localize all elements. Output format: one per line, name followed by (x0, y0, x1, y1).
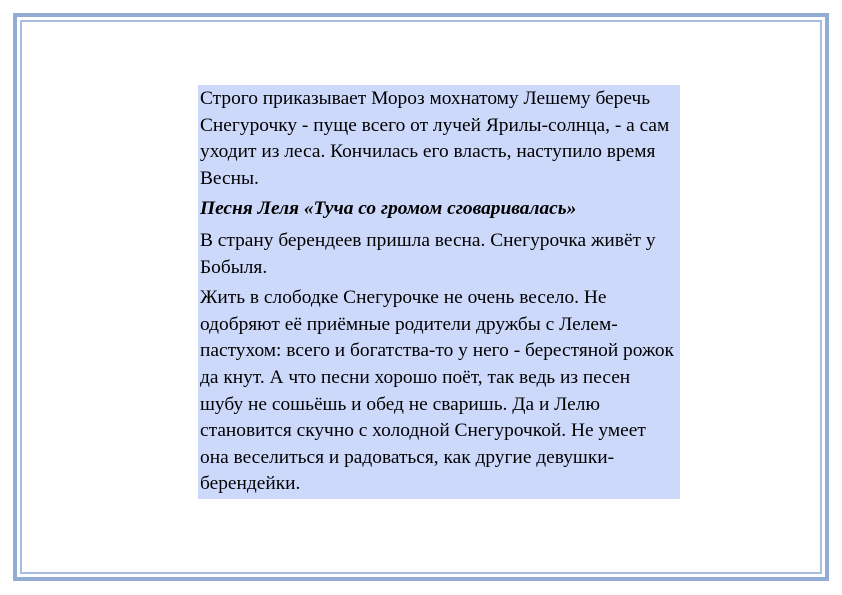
song-heading: Песня Леля «Туча со громом сговаривалась» (200, 198, 577, 220)
paragraph-sloboda: Жить в слободке Снегурочке не очень весело. Не одобряют её приёмные родители дружбы с Лелем-пастухом: всего и богатства-то у него - берестяной рожок да кнут. А что песни хорошо поёт, так ведь из песен шубу не сошьёшь и обед не сваришь. Да и Лелю становится скучно с холодной Снегурочкой. Не умеет она веселиться и радоваться, как другие девушки-берендейки. (200, 287, 674, 495)
text-block (198, 85, 680, 499)
paragraph-spring: В страну берендеев пришла весна. Снегурочка живёт у Бобыля. (200, 229, 656, 278)
paragraph-moroz: Строго приказывает Мороз мохнатому Лешему беречь Снегурочку - пуще всего от лучей Ярилы-солнца, - а сам уходит из леса. Кончилась его власть, наступило время Весны. (200, 88, 670, 189)
